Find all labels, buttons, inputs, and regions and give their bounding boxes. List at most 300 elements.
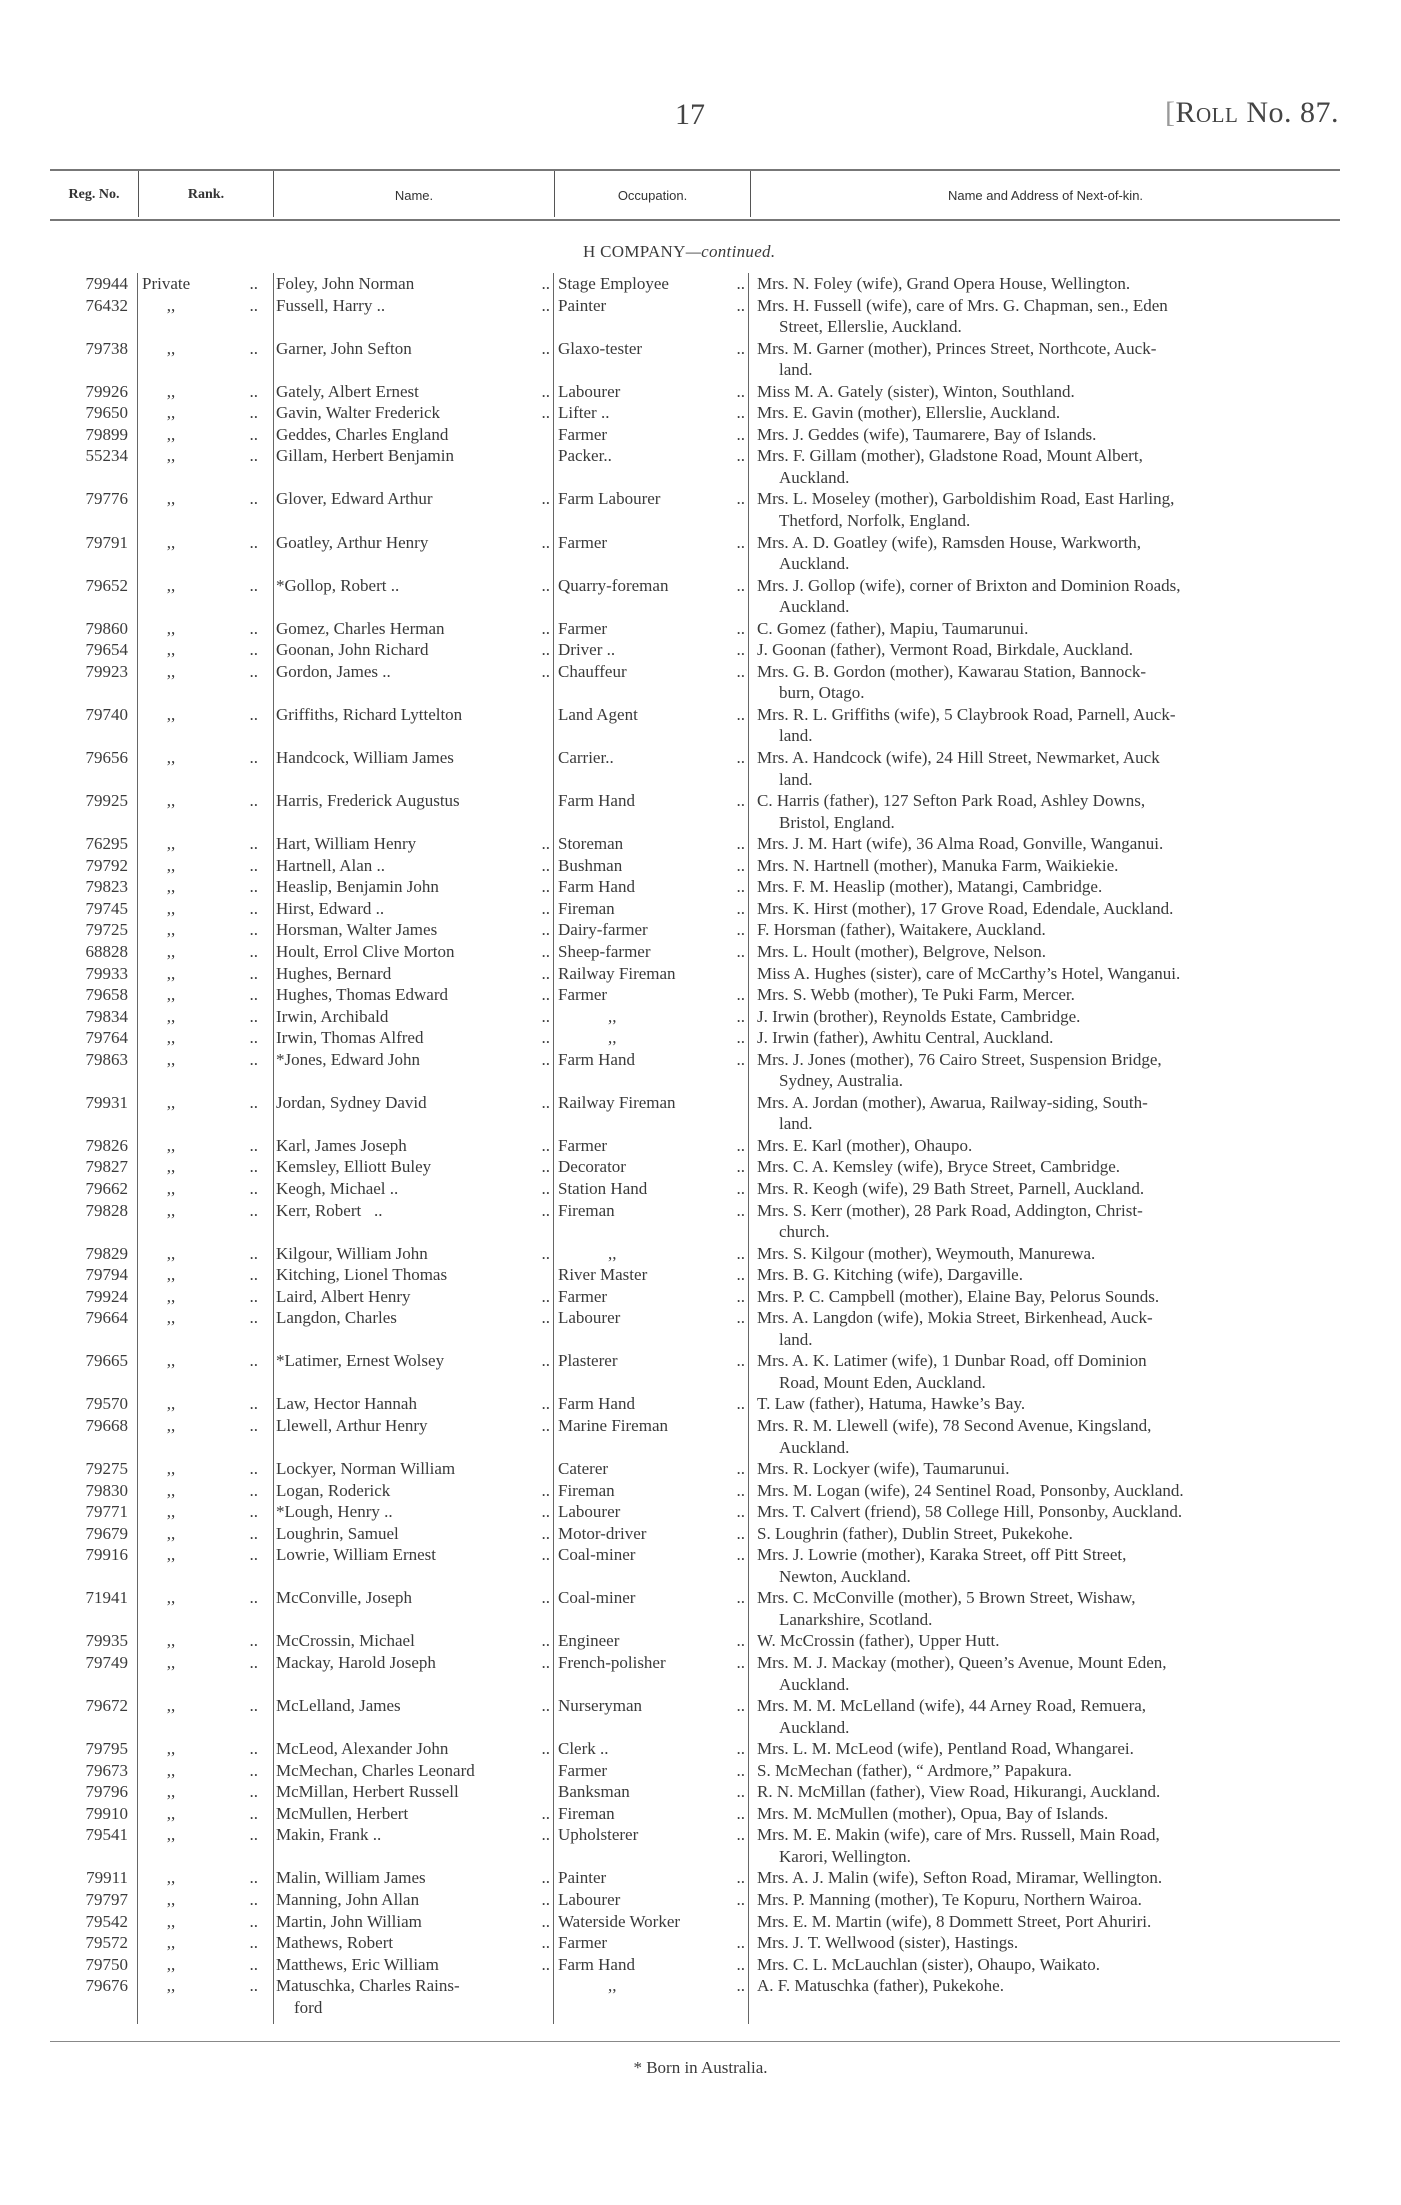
occupation-cell: [550, 1415, 745, 1458]
reg-number-cell: 79725: [85, 920, 128, 940]
rank-cell: [134, 855, 270, 877]
soldier-name-line: Irwin, Thomas Alfred: [276, 1028, 424, 1048]
reg-number-cell: 79673: [85, 1760, 128, 1780]
next-of-kin-cell: [745, 1393, 1340, 1415]
occupation-value: Farmer: [558, 985, 608, 1005]
header-occupation: Occupation.: [617, 187, 688, 203]
leader-dots: ..: [541, 1006, 550, 1026]
soldier-name: [276, 1480, 522, 1502]
name-cell: [270, 1523, 550, 1545]
rank-cell: [134, 1286, 270, 1308]
next-of-kin-line: Mrs. F. Gillam (mother), Gladstone Road, Mount Albert,: [757, 446, 1143, 466]
soldier-name-line: Kerr, Robert ..: [276, 1200, 383, 1220]
next-of-kin-line: church.: [779, 1222, 830, 1242]
soldier-name-line: Kilgour, William John: [276, 1243, 428, 1263]
leader-dots: ..: [249, 1868, 258, 1888]
table-row: [50, 1006, 1340, 1028]
leader-dots: ..: [736, 1308, 745, 1328]
occupation-value: French-polisher: [558, 1653, 666, 1672]
table-row: [50, 661, 1340, 704]
name-cell: [270, 919, 550, 941]
soldier-name: [276, 833, 522, 855]
reg-number-cell: 79672: [85, 1696, 128, 1716]
reg-number-cell: 79910: [85, 1803, 128, 1823]
leader-dots: [721, 1911, 745, 1933]
soldier-name: [276, 273, 522, 295]
leader-dots: ..: [249, 424, 258, 444]
rank-value: ,,: [166, 1803, 176, 1823]
leader-dots: ..: [736, 1954, 745, 1974]
soldier-name-line: Hart, William Henry: [276, 834, 417, 854]
leader-dots: ..: [736, 1782, 745, 1802]
rank-cell: [134, 1350, 270, 1393]
next-of-kin-line: Lanarkshire, Scotland.: [779, 1609, 933, 1629]
leader-dots: ..: [736, 791, 745, 811]
reg-number-cell: 79541: [85, 1825, 128, 1845]
name-cell: [270, 855, 550, 877]
occupation-value: Farm Hand: [558, 1954, 635, 1974]
rank-cell: [134, 790, 270, 833]
leader-dots: ..: [541, 1653, 550, 1672]
table-row: [50, 1911, 1340, 1933]
occupation-cell: [550, 1652, 745, 1695]
occupation-value: Decorator: [558, 1157, 626, 1177]
leader-dots: ..: [541, 489, 550, 509]
table-row: [50, 1393, 1340, 1415]
leader-dots: ..: [249, 1545, 258, 1565]
name-cell: [270, 1695, 550, 1738]
rank-value: ,,: [166, 1825, 176, 1845]
rank-value: ,,: [166, 1523, 176, 1543]
next-of-kin-line: F. Horsman (father), Waitakere, Auckland.: [757, 920, 1046, 940]
reg-number-cell: 79668: [85, 1415, 128, 1435]
leader-dots: ..: [736, 1157, 745, 1177]
leader-dots: ..: [541, 855, 550, 875]
soldier-name: [276, 963, 522, 985]
next-of-kin-cell: [745, 1480, 1340, 1502]
soldier-name: [276, 1544, 522, 1587]
occupation-cell: [550, 1523, 745, 1545]
soldier-name: [276, 338, 522, 381]
next-of-kin-line: land.: [779, 769, 813, 789]
name-cell: [270, 704, 550, 747]
next-of-kin-line: Mrs. B. G. Kitching (wife), Dargaville.: [757, 1265, 1023, 1285]
reg-number-cell: 79931: [85, 1092, 128, 1112]
name-cell: [270, 1803, 550, 1825]
leader-dots: ..: [736, 1028, 745, 1048]
next-of-kin-line: Mrs. J. Geddes (wife), Taumarere, Bay of Islands.: [757, 424, 1097, 444]
leader-dots: ..: [736, 489, 745, 509]
soldier-name-line: Irwin, Archibald: [276, 1006, 389, 1026]
occupation-cell: [550, 1501, 745, 1523]
rank-value: ,,: [166, 1631, 176, 1651]
rank-cell: [134, 1393, 270, 1415]
soldier-name: [276, 445, 522, 488]
rank-value: Private: [142, 274, 191, 293]
reg-number-cell: 79652: [85, 575, 128, 595]
soldier-name-line: Logan, Roderick: [276, 1480, 391, 1500]
occupation-value: Dairy-farmer: [558, 920, 648, 940]
leader-dots: ..: [736, 704, 745, 724]
table-row: [50, 704, 1340, 747]
section-heading: [583, 242, 775, 262]
next-of-kin-cell: [745, 919, 1340, 941]
leader-dots: ..: [736, 1739, 745, 1759]
rank-cell: [134, 1803, 270, 1825]
soldier-name: [276, 898, 522, 920]
soldier-name: [276, 1523, 522, 1545]
next-of-kin-line: Mrs. A. Handcock (wife), 24 Hill Street, Newmarket, Auck: [757, 748, 1160, 768]
leader-dots: ..: [736, 898, 745, 918]
reg-number-cell: 79738: [85, 338, 128, 358]
rank-value: ,,: [166, 618, 176, 638]
reg-number-cell: 79771: [85, 1502, 128, 1522]
occupation-value: Fireman: [558, 898, 615, 918]
occupation-value: Farmer: [558, 424, 608, 444]
next-of-kin-cell: [745, 1587, 1340, 1630]
table-row: [50, 1156, 1340, 1178]
occupation-cell: [550, 898, 745, 920]
header-bottom-rule: [50, 219, 1340, 221]
leader-dots: ..: [249, 1696, 258, 1716]
next-of-kin-line: Mrs. R. Lockyer (wife), Taumarunui.: [757, 1459, 1010, 1479]
occupation-value: ,,: [608, 1976, 617, 1996]
occupation-cell: [550, 1587, 745, 1630]
leader-dots: ..: [249, 1825, 258, 1845]
rank-value: ,,: [166, 1351, 176, 1371]
leader-dots: ..: [541, 1502, 550, 1522]
table-row: [50, 1286, 1340, 1308]
leader-dots: ..: [541, 381, 550, 401]
occupation-cell: [550, 876, 745, 898]
next-of-kin-cell: [745, 1867, 1340, 1889]
soldier-name: [276, 1911, 522, 1933]
soldier-name: [276, 1307, 522, 1350]
rank-value: ,,: [166, 1696, 176, 1716]
leader-dots: ..: [541, 877, 550, 897]
soldier-name: [276, 1264, 522, 1286]
soldier-name-line: Gavin, Walter Frederick: [276, 403, 441, 423]
occupation-value: ,,: [608, 1006, 617, 1026]
next-of-kin-line: land.: [779, 1114, 813, 1134]
occupation-value: Labourer: [558, 1502, 621, 1522]
next-of-kin-line: Mrs. J. M. Hart (wife), 36 Alma Road, Gonville, Wanganui.: [757, 834, 1164, 854]
reg-number-cell: 79899: [85, 424, 128, 444]
table-row: [50, 381, 1340, 403]
rank-value: ,,: [166, 1006, 176, 1026]
leader-dots: ..: [249, 1286, 258, 1306]
soldier-name-line: Geddes, Charles England: [276, 424, 449, 444]
soldier-name-line: *Gollop, Robert ..: [276, 575, 400, 595]
occupation-value: Farmer: [558, 618, 608, 638]
next-of-kin-cell: [745, 1350, 1340, 1393]
soldier-name: [276, 1049, 522, 1092]
soldier-name: [276, 1286, 522, 1308]
next-of-kin-line: Mrs. R. Keogh (wife), 29 Bath Street, Parnell, Auckland.: [757, 1178, 1145, 1198]
rank-cell: [134, 1695, 270, 1738]
leader-dots: ..: [736, 920, 745, 940]
rank-cell: [134, 1178, 270, 1200]
name-cell: [270, 1243, 550, 1265]
leader-dots: ..: [736, 661, 745, 681]
soldier-name-line: Langdon, Charles: [276, 1308, 397, 1328]
name-cell: [270, 1954, 550, 1976]
occupation-cell: [550, 1544, 745, 1587]
table-row: [50, 338, 1340, 381]
occupation-value: Caterer: [558, 1459, 609, 1479]
next-of-kin-cell: [745, 445, 1340, 488]
leader-dots: ..: [249, 1523, 258, 1543]
next-of-kin-line: Mrs. R. M. Llewell (wife), 78 Second Avenue, Kingsland,: [757, 1415, 1152, 1435]
leader-dots: ..: [249, 1653, 258, 1672]
soldier-name: [276, 1652, 522, 1695]
next-of-kin-line: Mrs. G. B. Gordon (mother), Kawarau Station, Bannock-: [757, 661, 1147, 681]
leader-dots: [522, 790, 550, 833]
leader-dots: ..: [541, 661, 550, 681]
occupation-value: Station Hand: [558, 1178, 648, 1198]
occupation-value: Chauffeur: [558, 661, 627, 681]
table-row: [50, 639, 1340, 661]
rank-value: ,,: [166, 424, 176, 444]
leader-dots: ..: [736, 295, 745, 315]
reg-number-cell: 79792: [85, 855, 128, 875]
soldier-name-line: Laird, Albert Henry: [276, 1286, 411, 1306]
table-row: [50, 1738, 1340, 1760]
next-of-kin-line: S. McMechan (father), “ Ardmore,” Papakura.: [757, 1760, 1072, 1780]
occupation-value: Motor-driver: [558, 1523, 647, 1543]
soldier-name: [276, 1092, 522, 1135]
leader-dots: ..: [541, 1286, 550, 1306]
next-of-kin-line: J. Goonan (father), Vermont Road, Birkdale, Auckland.: [757, 640, 1133, 660]
leader-dots: ..: [249, 941, 258, 961]
occupation-cell: [550, 1458, 745, 1480]
soldier-name-line: McConville, Joseph: [276, 1588, 412, 1608]
name-cell: [270, 1135, 550, 1157]
rank-cell: [134, 1954, 270, 1976]
reg-number-cell: 76432: [85, 295, 128, 315]
next-of-kin-cell: [745, 1932, 1340, 1954]
rank-cell: [134, 1911, 270, 1933]
name-cell: [270, 1393, 550, 1415]
rank-cell: [134, 704, 270, 747]
table-row: [50, 1652, 1340, 1695]
leader-dots: ..: [541, 1868, 550, 1888]
occupation-cell: [550, 575, 745, 618]
rank-cell: [134, 1781, 270, 1803]
leader-dots: ..: [249, 985, 258, 1005]
occupation-cell: [550, 618, 745, 640]
occupation-cell: [550, 1975, 745, 2018]
soldier-name-line: Goatley, Arthur Henry: [276, 532, 429, 552]
next-of-kin-cell: [745, 1695, 1340, 1738]
rank-value: ,,: [166, 1588, 176, 1608]
name-cell: [270, 1027, 550, 1049]
leader-dots: ..: [249, 532, 258, 552]
table-row: [50, 855, 1340, 877]
rank-value: ,,: [166, 1502, 176, 1522]
table-row: [50, 1415, 1340, 1458]
soldier-name: [276, 402, 522, 424]
next-of-kin-line: Mrs. E. Gavin (mother), Ellerslie, Auckland.: [757, 403, 1061, 423]
leader-dots: [522, 445, 550, 488]
rank-value: ,,: [166, 704, 176, 724]
rank-value: ,,: [166, 963, 176, 983]
leader-dots: ..: [249, 640, 258, 660]
rank-cell: [134, 618, 270, 640]
leader-dots: [522, 1264, 550, 1286]
next-of-kin-line: Auckland.: [779, 597, 850, 617]
header-rank: Rank.: [187, 187, 225, 202]
soldier-name-line: Keogh, Michael ..: [276, 1178, 399, 1198]
reg-number-cell: 79827: [85, 1157, 128, 1177]
rank-value: ,,: [166, 791, 176, 811]
occupation-cell: [550, 1135, 745, 1157]
name-cell: [270, 661, 550, 704]
soldier-name: [276, 1803, 522, 1825]
rank-value: ,,: [166, 1028, 176, 1048]
soldier-name: [276, 984, 522, 1006]
next-of-kin-line: Mrs. M. J. Mackay (mother), Queen’s Avenue, Mount Eden,: [757, 1653, 1167, 1672]
leader-dots: ..: [249, 1933, 258, 1953]
leader-dots: ..: [249, 1178, 258, 1198]
occupation-value: Railway Fireman: [558, 1092, 676, 1112]
occupation-cell: [550, 919, 745, 941]
occupation-cell: [550, 941, 745, 963]
reg-number-cell: 79750: [85, 1954, 128, 1974]
rank-cell: [134, 661, 270, 704]
name-cell: [270, 1006, 550, 1028]
leader-dots: ..: [249, 855, 258, 875]
rank-value: ,,: [166, 1933, 176, 1953]
occupation-cell: [550, 1092, 745, 1135]
leader-dots: ..: [541, 1028, 550, 1048]
leader-dots: ..: [249, 403, 258, 423]
leader-dots: ..: [249, 618, 258, 638]
occupation-cell: [550, 1027, 745, 1049]
occupation-cell: [550, 1695, 745, 1738]
table-row: [50, 1307, 1340, 1350]
rank-cell: [134, 639, 270, 661]
leader-dots: ..: [541, 1049, 550, 1069]
next-of-kin-line: Mrs. F. M. Heaslip (mother), Matangi, Cambridge.: [757, 877, 1103, 897]
leader-dots: ..: [249, 1480, 258, 1500]
table-row: [50, 790, 1340, 833]
rank-value: ,,: [166, 1200, 176, 1220]
soldier-name: [276, 1243, 522, 1265]
occupation-value: Nurseryman: [558, 1696, 643, 1716]
leader-dots: ..: [249, 1028, 258, 1048]
rank-cell: [134, 1415, 270, 1458]
rank-cell: [134, 984, 270, 1006]
leader-dots: ..: [541, 618, 550, 638]
leader-dots: ..: [249, 748, 258, 768]
leader-dots: ..: [736, 1459, 745, 1479]
occupation-value: Labourer: [558, 1308, 621, 1328]
leader-dots: ..: [736, 532, 745, 552]
next-of-kin-cell: [745, 747, 1340, 790]
occupation-value: Upholsterer: [558, 1825, 639, 1845]
next-of-kin-cell: [745, 1975, 1340, 2018]
occupation-cell: [550, 1307, 745, 1350]
next-of-kin-cell: [745, 790, 1340, 833]
next-of-kin-cell: [745, 1135, 1340, 1157]
occupation-cell: [550, 639, 745, 661]
table-row: [50, 1932, 1340, 1954]
soldier-name: [276, 1738, 522, 1760]
roll-label-number: No. 87.: [1238, 96, 1339, 129]
leader-dots: ..: [249, 1803, 258, 1823]
soldier-name-line: Harris, Frederick Augustus: [276, 791, 460, 811]
table-row: [50, 1975, 1340, 2018]
name-cell: [270, 424, 550, 446]
occupation-cell: [550, 1738, 745, 1760]
soldier-name-line: Law, Hector Hannah: [276, 1394, 417, 1414]
soldier-name: [276, 381, 522, 403]
rank-cell: [134, 445, 270, 488]
next-of-kin-cell: [745, 855, 1340, 877]
next-of-kin-line: Mrs. N. Foley (wife), Grand Opera House, Wellington.: [757, 274, 1131, 293]
next-of-kin-line: Miss M. A. Gately (sister), Winton, Southland.: [757, 381, 1075, 401]
occupation-cell: [550, 1200, 745, 1243]
leader-dots: ..: [736, 1243, 745, 1263]
next-of-kin-line: T. Law (father), Hatuma, Hawke’s Bay.: [757, 1394, 1026, 1414]
occupation-cell: [550, 424, 745, 446]
soldier-name: [276, 1695, 522, 1738]
name-cell: [270, 575, 550, 618]
next-of-kin-cell: [745, 1824, 1340, 1867]
soldier-name-line: Karl, James Joseph: [276, 1135, 407, 1155]
reg-number-cell: 79834: [85, 1006, 128, 1026]
next-of-kin-line: Mrs. L. Hoult (mother), Belgrove, Nelson.: [757, 941, 1046, 961]
next-of-kin-cell: [745, 1652, 1340, 1695]
occupation-cell: [550, 1480, 745, 1502]
reg-number-cell: 79926: [85, 381, 128, 401]
soldier-name-line: Lockyer, Norman William: [276, 1459, 456, 1479]
leader-dots: ..: [249, 274, 258, 293]
table-row: [50, 1350, 1340, 1393]
rank-cell: [134, 1975, 270, 2018]
rank-cell: [134, 1156, 270, 1178]
next-of-kin-line: Newton, Auckland.: [779, 1566, 911, 1586]
next-of-kin-cell: [745, 1415, 1340, 1458]
name-cell: [270, 1587, 550, 1630]
leader-dots: ..: [541, 1200, 550, 1220]
name-cell: [270, 639, 550, 661]
leader-dots: ..: [249, 295, 258, 315]
leader-dots: ..: [249, 1760, 258, 1780]
soldier-name: [276, 1458, 522, 1480]
occupation-cell: [550, 833, 745, 855]
next-of-kin-line: J. Irwin (brother), Reynolds Estate, Cambridge.: [757, 1006, 1081, 1026]
rank-cell: [134, 532, 270, 575]
leader-dots: ..: [736, 446, 745, 466]
page-number: 17: [675, 98, 705, 131]
soldier-name: [276, 1760, 522, 1782]
soldier-name-line: McMullen, Herbert: [276, 1803, 409, 1823]
next-of-kin-cell: [745, 984, 1340, 1006]
table-row: [50, 402, 1340, 424]
soldier-name: [276, 1393, 522, 1415]
rank-cell: [134, 1480, 270, 1502]
leader-dots: ..: [541, 1308, 550, 1328]
occupation-value: River Master: [558, 1265, 648, 1285]
soldier-name: [276, 1932, 522, 1954]
next-of-kin-line: Auckland.: [779, 1437, 850, 1457]
occupation-value: Farmer: [558, 1286, 608, 1306]
footnote: * Born in Australia.: [633, 2058, 768, 2077]
occupation-value: Quarry-foreman: [558, 575, 669, 595]
leader-dots: ..: [249, 1092, 258, 1112]
